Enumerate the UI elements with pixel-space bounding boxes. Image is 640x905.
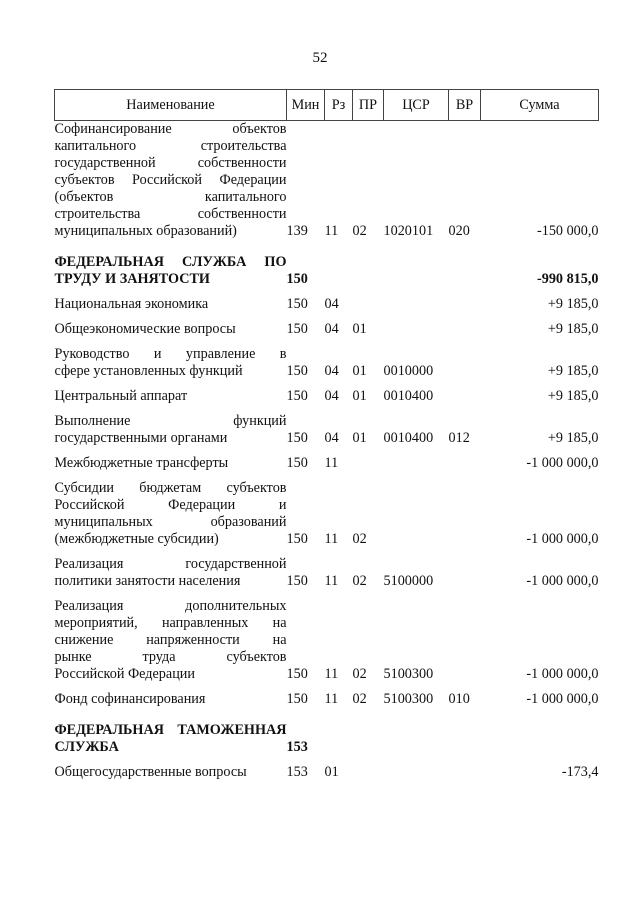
cell-vr xyxy=(449,388,481,405)
row-spacer xyxy=(55,683,599,691)
cell-sum: -990 815,0 xyxy=(537,271,599,287)
name-line: ФЕДЕРАЛЬНАЯ ТАМОЖЕННАЯ xyxy=(54,722,287,738)
header-min: Мин xyxy=(287,90,325,121)
cell-pr: 02 xyxy=(352,573,367,589)
cell-rz: 11 xyxy=(324,691,339,707)
cell-min: 150 xyxy=(286,666,308,682)
cell-rz: 04 xyxy=(324,296,339,312)
row-spacer-cell xyxy=(55,380,599,388)
table-header-row xyxy=(55,90,599,121)
cell-rz: 04 xyxy=(324,388,339,404)
row-spacer-cell xyxy=(55,338,599,346)
cell-pr: 01 xyxy=(352,321,367,337)
cell-vr xyxy=(449,296,481,313)
name-line: Общеэкономические вопросы xyxy=(54,321,236,337)
cell-min: 150 xyxy=(286,531,308,547)
table-row xyxy=(55,764,599,781)
cell-min: 150 xyxy=(286,363,308,379)
cell-csr: 0010400 xyxy=(383,388,434,404)
row-spacer xyxy=(55,590,599,598)
cell-pr: 02 xyxy=(352,223,367,239)
cell-min: 139 xyxy=(286,223,308,239)
cell-rz: 01 xyxy=(324,764,339,780)
header-sum: Сумма xyxy=(481,90,599,121)
header-csr: ЦСР xyxy=(384,90,449,121)
cell-sum: +9 185,0 xyxy=(547,388,599,404)
cell-min: 150 xyxy=(286,296,308,312)
cell-rz xyxy=(325,254,353,288)
table-body xyxy=(55,121,599,782)
cell-rz: 11 xyxy=(324,573,339,589)
name-line: муниципальных образований) xyxy=(54,223,237,239)
table-row xyxy=(55,413,599,447)
cell-sum: +9 185,0 xyxy=(547,321,599,337)
name-line: муниципальных образований xyxy=(54,514,287,530)
name-line: капитального строительства xyxy=(54,138,287,154)
page-number: 52 xyxy=(312,50,328,66)
name-line: Реализация государственной xyxy=(54,556,287,572)
row-spacer xyxy=(55,288,599,296)
cell-pr: 02 xyxy=(352,666,367,682)
cell-min: 153 xyxy=(286,739,308,755)
budget-table xyxy=(54,89,599,781)
cell-pr: 01 xyxy=(352,363,367,379)
row-spacer xyxy=(55,338,599,346)
cell-csr xyxy=(384,455,449,472)
table-row xyxy=(55,480,599,548)
table-row xyxy=(55,556,599,590)
cell-csr: 0010000 xyxy=(383,363,434,379)
cell-pr xyxy=(353,722,384,756)
row-spacer-cell xyxy=(55,590,599,598)
name-line: Центральный аппарат xyxy=(54,388,188,404)
cell-rz: 11 xyxy=(324,223,339,239)
table-row xyxy=(55,121,599,241)
name-line: Российской Федерации xyxy=(54,666,195,682)
table-row xyxy=(55,296,599,313)
cell-csr xyxy=(384,296,449,313)
cell-sum: -173,4 xyxy=(561,764,599,780)
cell-csr xyxy=(384,321,449,338)
cell-name xyxy=(55,556,287,590)
row-spacer-cell xyxy=(55,756,599,764)
name-line: Субсидии бюджетам субъектов xyxy=(54,480,287,496)
cell-sum: -1 000 000,0 xyxy=(526,666,599,682)
cell-csr: 5100300 xyxy=(383,666,434,682)
row-spacer xyxy=(55,548,599,556)
name-line: политики занятости населения xyxy=(54,573,241,589)
cell-vr xyxy=(449,556,481,590)
cell-pr xyxy=(353,764,384,781)
row-spacer xyxy=(55,405,599,413)
cell-name xyxy=(55,321,287,338)
name-line: (межбюджетные субсидии) xyxy=(54,531,219,547)
cell-pr xyxy=(353,455,384,472)
name-line: Межбюджетные трансферты xyxy=(54,455,229,471)
table-row xyxy=(55,455,599,472)
cell-min: 150 xyxy=(286,573,308,589)
cell-sum: -1 000 000,0 xyxy=(526,573,599,589)
cell-pr xyxy=(353,254,384,288)
cell-rz: 11 xyxy=(324,455,339,471)
cell-name xyxy=(55,691,287,708)
cell-vr xyxy=(449,455,481,472)
cell-name xyxy=(55,413,287,447)
cell-name xyxy=(55,764,287,781)
cell-rz: 04 xyxy=(324,321,339,337)
name-line: Реализация дополнительных xyxy=(54,598,287,614)
name-line: Общегосударственные вопросы xyxy=(54,764,247,780)
cell-sum: +9 185,0 xyxy=(547,430,599,446)
name-line: субъектов Российской Федерации xyxy=(54,172,287,188)
row-spacer-cell xyxy=(55,548,599,556)
table-row xyxy=(55,321,599,338)
cell-csr xyxy=(384,722,449,756)
name-line: строительства собственности xyxy=(54,206,287,222)
cell-csr xyxy=(384,480,449,548)
table-row xyxy=(55,722,599,756)
cell-vr xyxy=(449,598,481,683)
cell-csr: 1020101 xyxy=(383,223,434,239)
cell-name xyxy=(55,480,287,548)
cell-min: 150 xyxy=(286,430,308,446)
cell-vr: 020 xyxy=(448,223,470,239)
row-spacer-cell xyxy=(55,447,599,455)
cell-name xyxy=(55,455,287,472)
cell-csr: 0010400 xyxy=(383,430,434,446)
cell-name xyxy=(55,388,287,405)
cell-vr xyxy=(449,321,481,338)
row-spacer xyxy=(55,447,599,455)
name-line: ТРУДУ И ЗАНЯТОСТИ xyxy=(54,271,210,287)
cell-vr xyxy=(449,254,481,288)
name-line: Российской Федерации и xyxy=(54,497,287,513)
table-row xyxy=(55,691,599,708)
header-name: Наименование xyxy=(55,90,287,121)
name-line: Выполнение функций xyxy=(54,413,287,429)
name-line: мероприятий, направленных на xyxy=(54,615,287,631)
cell-pr: 01 xyxy=(352,430,367,446)
table-row xyxy=(55,346,599,380)
name-line: государственной собственности xyxy=(54,155,287,171)
row-spacer xyxy=(55,240,599,254)
cell-vr xyxy=(449,722,481,756)
row-spacer xyxy=(55,313,599,321)
name-line: Фонд софинансирования xyxy=(54,691,206,707)
name-line: снижение напряженности на xyxy=(54,632,287,648)
row-spacer xyxy=(55,756,599,764)
cell-sum: +9 185,0 xyxy=(547,363,599,379)
cell-sum: -1 000 000,0 xyxy=(526,691,599,707)
row-spacer-cell xyxy=(55,472,599,480)
cell-csr: 5100000 xyxy=(383,573,434,589)
name-line: сфере установленных функций xyxy=(54,363,243,379)
cell-sum xyxy=(481,722,599,756)
row-spacer xyxy=(55,380,599,388)
row-spacer xyxy=(55,472,599,480)
cell-name xyxy=(55,121,287,241)
cell-min: 153 xyxy=(286,764,308,780)
cell-csr xyxy=(384,254,449,288)
name-line: Руководство и управление в xyxy=(54,346,287,362)
cell-pr xyxy=(353,296,384,313)
cell-csr xyxy=(384,764,449,781)
cell-pr: 02 xyxy=(352,531,367,547)
cell-vr xyxy=(449,480,481,548)
row-spacer-cell xyxy=(55,288,599,296)
cell-vr: 012 xyxy=(448,430,470,446)
cell-name xyxy=(55,346,287,380)
name-line: (объектов капитального xyxy=(54,189,287,205)
row-spacer xyxy=(55,708,599,722)
row-spacer-cell xyxy=(55,313,599,321)
cell-name xyxy=(55,722,287,756)
cell-vr: 010 xyxy=(448,691,470,707)
name-line: Софинансирование объектов xyxy=(54,121,287,137)
table-row xyxy=(55,598,599,683)
cell-min: 150 xyxy=(286,321,308,337)
name-line: Национальная экономика xyxy=(54,296,209,312)
row-spacer-cell xyxy=(55,708,599,722)
cell-vr xyxy=(449,764,481,781)
cell-sum: +9 185,0 xyxy=(547,296,599,312)
name-line: ФЕДЕРАЛЬНАЯ СЛУЖБА ПО xyxy=(54,254,287,270)
header-pr: ПР xyxy=(353,90,384,121)
name-line: СЛУЖБА xyxy=(54,739,119,755)
table-row xyxy=(55,388,599,405)
table-row xyxy=(55,254,599,288)
cell-pr: 02 xyxy=(352,691,367,707)
cell-vr xyxy=(449,346,481,380)
cell-sum: -1 000 000,0 xyxy=(526,455,599,471)
cell-min: 150 xyxy=(286,271,308,287)
header-vr: ВР xyxy=(449,90,481,121)
header-rz: Рз xyxy=(325,90,353,121)
cell-name xyxy=(55,296,287,313)
name-line: рынке труда субъектов xyxy=(54,649,287,665)
cell-sum: -150 000,0 xyxy=(537,223,599,239)
cell-min: 150 xyxy=(286,388,308,404)
cell-name xyxy=(55,598,287,683)
cell-name xyxy=(55,254,287,288)
row-spacer-cell xyxy=(55,683,599,691)
row-spacer-cell xyxy=(55,405,599,413)
name-line: государственными органами xyxy=(54,430,228,446)
cell-sum: -1 000 000,0 xyxy=(526,531,599,547)
cell-csr: 5100300 xyxy=(383,691,434,707)
cell-rz: 11 xyxy=(324,531,339,547)
cell-rz: 04 xyxy=(324,363,339,379)
cell-min: 150 xyxy=(286,455,308,471)
cell-rz: 04 xyxy=(324,430,339,446)
cell-rz: 11 xyxy=(324,666,339,682)
cell-pr: 01 xyxy=(352,388,367,404)
cell-rz xyxy=(325,722,353,756)
cell-min: 150 xyxy=(286,691,308,707)
row-spacer-cell xyxy=(55,240,599,254)
